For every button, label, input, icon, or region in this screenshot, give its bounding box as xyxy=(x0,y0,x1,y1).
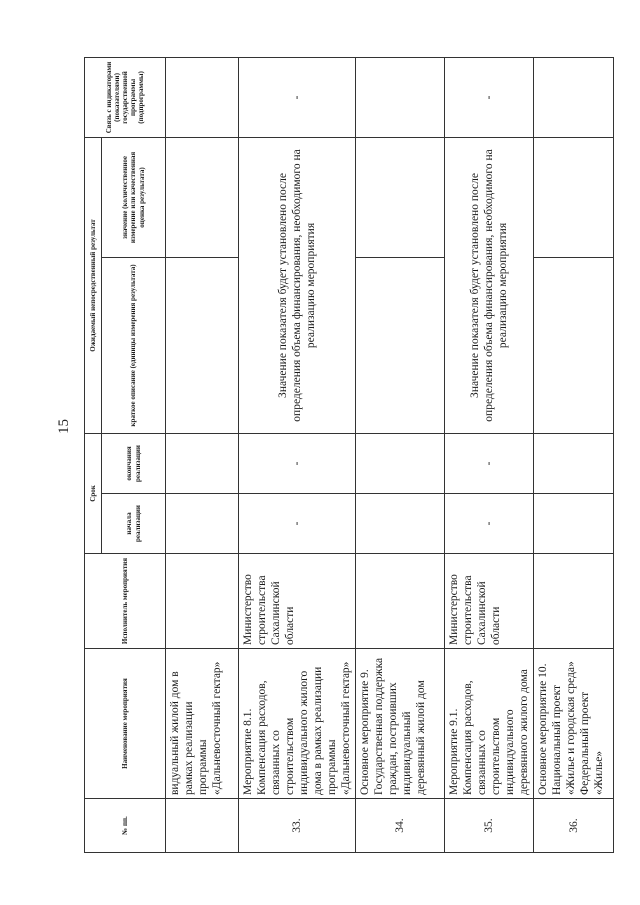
row-link xyxy=(166,57,239,137)
header-term: Срок xyxy=(85,433,102,553)
row-end xyxy=(356,433,445,493)
row-name: Основное мероприятие 10. Национальный проект «Жилье и городская среда» Федеральный проект «Жилье» xyxy=(534,649,614,799)
row-value xyxy=(356,137,445,257)
header-result-value: значение (количественное измерение или качественная оценка результата) xyxy=(102,137,166,257)
activities-table xyxy=(84,57,614,853)
row-num: 33. xyxy=(239,799,356,853)
row-executor: Министерство строительства Сахалинской области xyxy=(239,554,356,649)
table-row xyxy=(445,57,534,852)
table-row xyxy=(239,57,356,852)
row-start: - xyxy=(445,494,534,554)
table-row xyxy=(356,57,445,852)
row-name: Мероприятие 9.1. Компенсация расходов, связанных со строительством индивидуального деревянного жилого дома xyxy=(445,649,534,799)
header-result-desc: краткое описание (единицы измерения результата) xyxy=(102,257,166,433)
row-name: Мероприятие 8.1. Компенсация расходов, связанных со строительством индивидуального жилого дома в рамках реализации программы «Дальневосточный гектар» xyxy=(239,649,356,799)
row-desc xyxy=(356,257,445,433)
row-desc xyxy=(166,257,239,433)
row-link: - xyxy=(445,57,534,137)
header-executor: Исполнитель мероприятия xyxy=(85,554,166,649)
row-executor xyxy=(534,554,614,649)
row-num: 36. xyxy=(534,799,614,853)
row-start xyxy=(534,494,614,554)
row-result: Значение показателя будет установлено после определения объема финансирования, необходимого на реализацию мероприятия xyxy=(239,137,356,433)
header-result: Ожидаемый непосредственный результат xyxy=(85,137,102,433)
header-name: Наименование мероприятия xyxy=(85,649,166,799)
row-result: Значение показателя будет установлено после определения объема финансирования, необходимого на реализацию мероприятия xyxy=(445,137,534,433)
row-value xyxy=(166,137,239,257)
rotated-table-page xyxy=(84,58,606,853)
row-link xyxy=(534,57,614,137)
row-start xyxy=(356,494,445,554)
row-start xyxy=(166,494,239,554)
row-num xyxy=(166,799,239,853)
row-link xyxy=(356,57,445,137)
row-end xyxy=(534,433,614,493)
row-end: - xyxy=(239,433,356,493)
table-row xyxy=(534,57,614,852)
row-name: Основное мероприятие 9. Государственная поддержка граждан, построивших индивидуальный деревянный жилой дом xyxy=(356,649,445,799)
row-link: - xyxy=(239,57,356,137)
header-num: № пп. xyxy=(85,799,166,853)
row-executor: Министерство строительства Сахалинской области xyxy=(445,554,534,649)
row-end: - xyxy=(445,433,534,493)
row-start: - xyxy=(239,494,356,554)
table-row xyxy=(166,57,239,852)
row-executor xyxy=(166,554,239,649)
row-desc xyxy=(534,257,614,433)
row-num: 34. xyxy=(356,799,445,853)
row-value xyxy=(534,137,614,257)
row-name: видуальный жилой дом в рамках реализации программы «Дальневосточный гектар» xyxy=(166,649,239,799)
header-term-start: начала реализации xyxy=(102,494,166,554)
header-term-end: окончания реализации xyxy=(102,433,166,493)
header-link: Связь с индикаторами (показателями) государственной программы (подпрограммы) xyxy=(85,57,166,137)
row-executor xyxy=(356,554,445,649)
row-end xyxy=(166,433,239,493)
row-num: 35. xyxy=(445,799,534,853)
page-number: 15 xyxy=(56,419,72,434)
